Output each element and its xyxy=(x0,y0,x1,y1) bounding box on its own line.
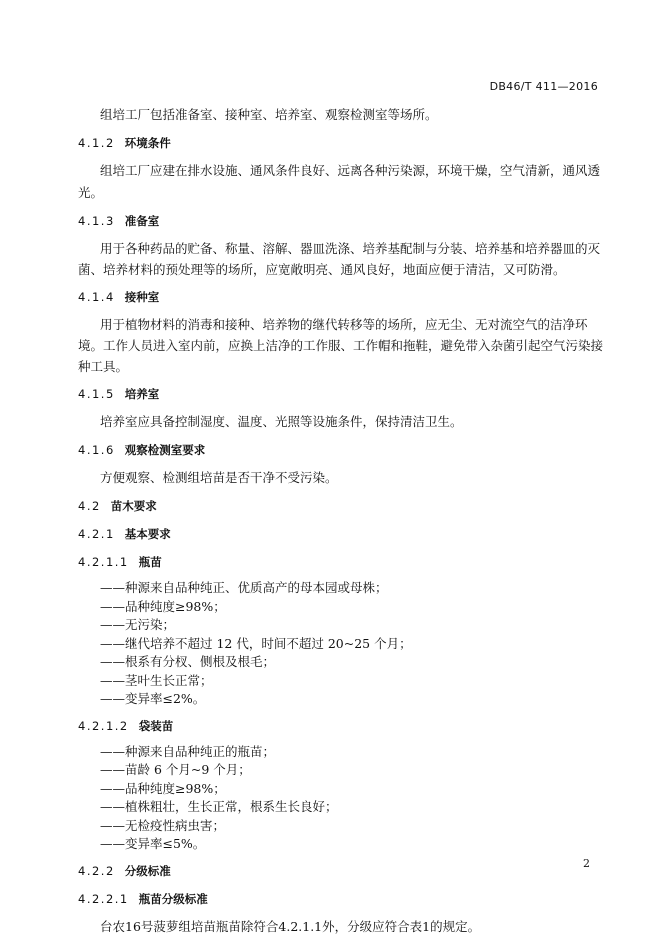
section-4-2-1-heading xyxy=(78,525,608,543)
section-4-1-3-text: 用于各种药品的贮备、称量、溶解、器皿洗涤、培养基配制与分装、培养基和培养器皿的灭菌、培养材料的预处理等的场所，应宽敞明亮、通风良好，地面应便于清洁，又可防滑。 xyxy=(78,241,601,277)
section-title: 环境条件 xyxy=(124,136,171,150)
list-item: ——根系有分杈、侧根及根毛； xyxy=(100,654,276,669)
list-item: ——品种纯度≥98%； xyxy=(100,598,226,614)
section-4-1-6-text: 方便观察、检测组培苗是否干净不受污染。 xyxy=(100,470,338,485)
section-number: 4.2.2 xyxy=(78,863,115,878)
list-item: ——苗龄 6 个月~9 个月； xyxy=(100,762,251,777)
section-title: 观察检测室要求 xyxy=(124,443,206,457)
document-id: DB46/T 411—2016 xyxy=(489,80,598,93)
section-title: 接种室 xyxy=(124,290,160,304)
section-title: 苗木要求 xyxy=(110,499,157,513)
list-item: ——种源来自品种纯正的瓶苗； xyxy=(100,743,276,759)
section-title: 准备室 xyxy=(124,214,160,228)
section-4-1-2-heading xyxy=(78,134,608,152)
section-number: 4.1.4 xyxy=(78,290,115,304)
section-number: 4.2.1.2 xyxy=(78,718,129,733)
section-number: 4.2.1 xyxy=(78,527,115,541)
section-4-2-1-1-heading xyxy=(78,553,608,571)
section-title: 瓶苗分级标准 xyxy=(138,891,208,906)
section-4-1-4-heading xyxy=(78,288,608,306)
page-number: 2 xyxy=(583,857,590,870)
bottle-seedling-requirements-list xyxy=(78,579,608,709)
section-title: 培养室 xyxy=(124,387,160,401)
bagged-seedling-requirements-list xyxy=(78,743,608,854)
section-title: 基本要求 xyxy=(124,527,171,541)
section-number: 4.1.6 xyxy=(78,443,115,457)
section-4-2-2-1-heading xyxy=(78,890,608,908)
section-number: 4.1.2 xyxy=(78,136,115,150)
section-4-1-5-heading xyxy=(78,385,608,403)
section-4-2-1-2-heading xyxy=(78,717,608,735)
section-title: 袋装苗 xyxy=(138,718,174,733)
section-title: 分级标准 xyxy=(124,863,171,878)
section-4-1-6-heading xyxy=(78,441,608,459)
section-number: 4.2.2.1 xyxy=(78,891,129,906)
section-4-1-3-heading xyxy=(78,212,608,230)
document-body xyxy=(78,104,608,938)
list-item: ——品种纯度≥98%； xyxy=(100,780,226,796)
list-item: ——茎叶生长正常； xyxy=(100,672,213,688)
list-item: ——变异率≤5%。 xyxy=(100,836,206,851)
list-item: ——种源来自品种纯正、优质高产的母本园或母株； xyxy=(100,580,388,595)
section-number: 4.1.5 xyxy=(78,387,115,401)
section-4-2-2-1-text: 台农16号菠萝组培苗瓶苗除符合4.2.1.1外，分级应符合表1的规定。 xyxy=(100,918,481,934)
section-4-1-2-text: 组培工厂应建在排水设施、通风条件良好、远离各种污染源，环境干燥，空气清新，通风透光。 xyxy=(78,163,601,200)
intro-paragraph: 组培工厂包括准备室、接种室、培养室、观察检测室等场所。 xyxy=(100,107,438,122)
section-number: 4.1.3 xyxy=(78,214,115,228)
list-item: ——无检疫性病虫害； xyxy=(100,817,226,833)
section-4-2-2-heading xyxy=(78,862,608,880)
section-number: 4.2 xyxy=(78,499,101,513)
section-4-2-heading xyxy=(78,497,608,515)
list-item: ——变异率≤2%。 xyxy=(100,691,206,706)
section-4-1-4-text: 用于植物材料的消毒和接种、培养物的继代转移等的场所，应无尘、无对流空气的洁净环境。工作人员进入室内前，应换上洁净的工作服、工作帽和拖鞋，避免带入杂菌引起空气污染接种工具。 xyxy=(78,317,604,374)
list-item: ——继代培养不超过 12 代，时间不超过 20~25 个月； xyxy=(100,635,412,651)
list-item: ——植株粗壮，生长正常，根系生长良好； xyxy=(100,799,338,814)
section-title: 瓶苗 xyxy=(138,555,162,569)
section-4-1-5-text: 培养室应具备控制湿度、温度、光照等设施条件，保持清洁卫生。 xyxy=(100,414,463,429)
section-number: 4.2.1.1 xyxy=(78,555,129,569)
list-item: ——无污染； xyxy=(100,617,176,632)
